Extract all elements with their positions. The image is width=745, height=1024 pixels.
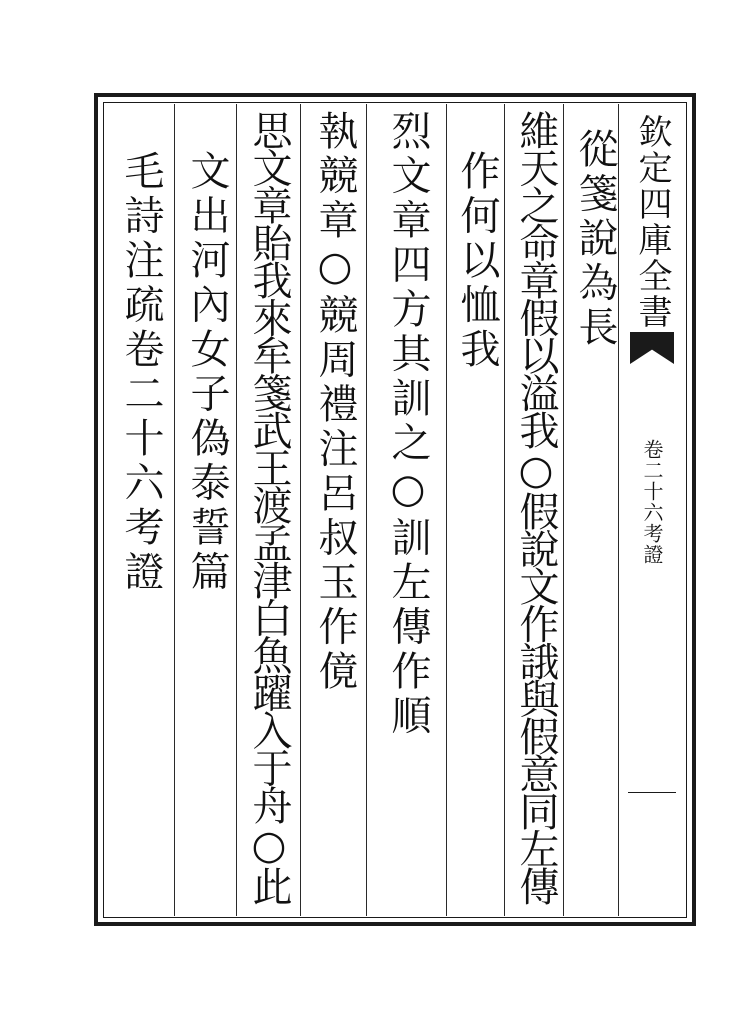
column-rule <box>174 104 175 916</box>
margin-divider <box>628 792 676 793</box>
volume-label: 卷二十六考證 <box>640 439 664 565</box>
book-title: 欽定四庫全書 <box>632 114 672 330</box>
page-margin-column <box>618 104 686 916</box>
text-column-2: 維天之命章假以溢我○假說文作誐與假意同左傳 <box>513 110 559 904</box>
text-column-4: 烈文章四方其訓之○訓左傳作順 <box>385 110 431 739</box>
column-rule <box>446 104 447 916</box>
text-column-1: 從箋說為長 <box>572 128 618 351</box>
column-rule <box>300 104 301 916</box>
text-column-5: 執競章○競周禮注呂叔玉作傹 <box>312 110 358 695</box>
text-column-6: 思文章貽我來牟箋武王渡孟津白魚躍入于舟○此 <box>246 110 292 904</box>
text-column-7: 文出河內女子偽泰誓篇 <box>184 150 230 595</box>
text-column-3: 作何以恤我 <box>454 150 500 373</box>
fishtail-mark-icon <box>630 332 674 364</box>
column-rule <box>366 104 367 916</box>
text-column-8: 毛詩注疏卷二十六考證 <box>118 150 164 595</box>
column-rule <box>236 104 237 916</box>
